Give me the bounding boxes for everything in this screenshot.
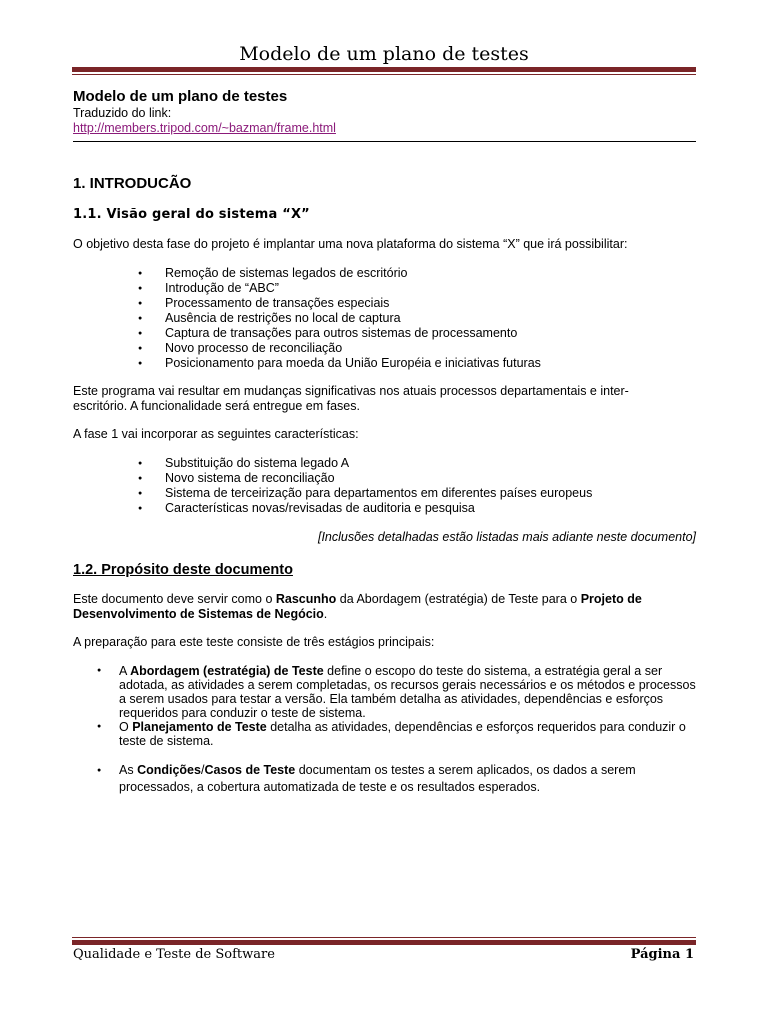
features-list [73,456,696,516]
list-item: ● Novo sistema de reconciliação [138,471,696,486]
overview-paragraph: O objetivo desta fase do projeto é implantar uma nova plataforma do sistema “X” que irá possibilitar: [73,237,628,251]
list-item: ● Posicionamento para moeda da União Européia e iniciativas futuras [138,356,696,371]
list-item: ● Características novas/revisadas de auditoria e pesquisa [138,501,696,516]
translated-label: Traduzido do link: [73,106,172,120]
list-item: ● Substituição do sistema legado A [138,456,696,471]
list-item: ● Ausência de restrições no local de captura [138,311,696,326]
subsection-heading-overview: 1.1. Visão geral do sistema “X” [73,207,310,222]
header-rule-thick [72,67,696,72]
objectives-list [73,266,696,371]
header-rule-thin [72,74,696,75]
footer-rule-thin [72,937,696,938]
list-item: ● As Condições/Casos de Teste documentam os testes a serem aplicados, os dados a serem processados, a cobertura automatizada de teste e os resultados esperados. [73,762,696,796]
footer-page-number: Página 1 [630,947,694,962]
list-item: ● Processamento de transações especiais [138,296,696,311]
document-title: Modelo de um plano de testes [73,88,288,105]
list-item: ● Novo processo de reconciliação [138,341,696,356]
purpose-paragraph: Este documento deve servir como o Rascunho da Abordagem (estratégia) de Teste para o Projeto de Desenvolvimento de Sistemas de Negócio. [73,592,642,621]
footer-course-title: Qualidade e Teste de Software [73,947,275,962]
program-paragraph: Este programa vai resultar em mudanças significativas nos atuais processos departamentais e inter- escritório. A funcionalidade será entregue em fases. [73,384,629,413]
list-item: ● Introdução de “ABC” [138,281,696,296]
inclusions-note: [Inclusões detalhadas estão listadas mais adiante neste documento] [317,530,696,544]
subsection-heading-purpose: 1.2. Propósito deste documento [73,562,293,578]
list-item: ● Sistema de terceirização para departamentos em diferentes países europeus [138,486,696,501]
page-header-title: Modelo de um plano de testes [239,43,529,65]
footer-rule-thick [72,940,696,945]
list-item: ● Captura de transações para outros sistemas de processamento [138,326,696,341]
document-body [73,88,696,796]
stages-paragraph: A preparação para este teste consiste de três estágios principais: [73,635,435,649]
source-link[interactable]: http://members.tripod.com/~bazman/frame.html [73,121,336,135]
list-item: ● O Planejamento de Teste detalha as atividades, dependências e esforços requeridos para conduzir o teste de sistema. [73,720,696,748]
list-item: ● Remoção de sistemas legados de escritório [138,266,696,281]
section-heading-introduction: 1. INTRODUCÃO [73,175,192,192]
phase1-paragraph: A fase 1 vai incorporar as seguintes características: [73,427,359,441]
stages-list [73,664,696,796]
title-divider [73,141,696,142]
list-item: ● A Abordagem (estratégia) de Teste define o escopo do teste do sistema, a estratégia geral a ser adotada, as atividades a serem completadas, os recursos gerais necessários e os métodos e processos a serem usados para testar a versão. Ela também detalha as atividades, dependências e esforços requeridos para conduzir o teste de sistema. [73,664,696,720]
